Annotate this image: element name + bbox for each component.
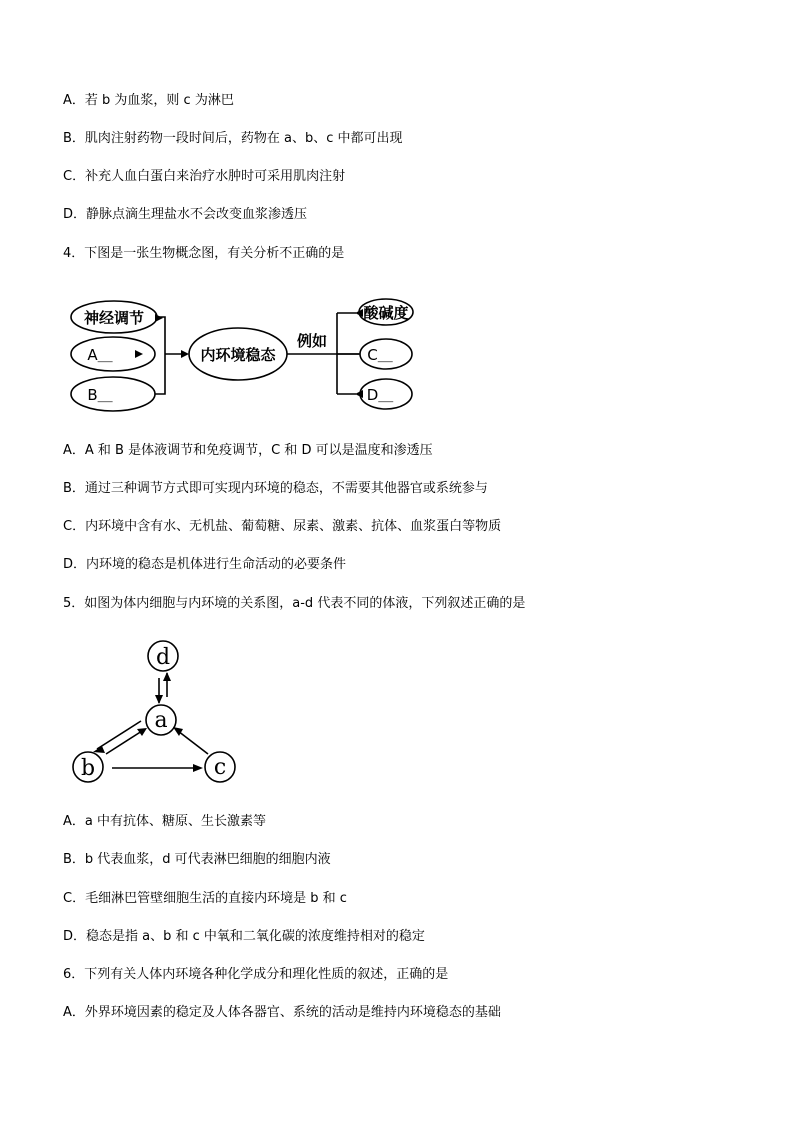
q6-stem: 6．下列有关人体内环境各种化学成分和理化性质的叙述，正确的是 bbox=[63, 967, 449, 982]
q4-option-a: A．A 和 B 是体液调节和免疫调节，C 和 D 可以是温度和渗透压 bbox=[63, 443, 433, 458]
q4-option-c: C．内环境中含有水、无机盐、葡萄糖、尿素、激素、抗体、血浆蛋白等物质 bbox=[63, 519, 502, 534]
node-label-d: D＿ bbox=[366, 386, 394, 404]
node-label-b: b bbox=[80, 756, 96, 781]
q5-option-c: C．毛细淋巴管壁细胞生活的直接内环境是 b 和 c bbox=[63, 891, 347, 906]
node-label-a: A＿ bbox=[87, 346, 113, 364]
q3-option-b: B．肌肉注射药物一段时间后，药物在 a、b、c 中都可出现 bbox=[63, 131, 403, 146]
arrow-a-to-d bbox=[163, 672, 171, 681]
arrow-b-to-a bbox=[137, 728, 147, 736]
node-label-a: a bbox=[154, 708, 168, 733]
q3-option-c: C．补充人血白蛋白来治疗水肿时可采用肌肉注射 bbox=[63, 169, 346, 184]
q4-concept-diagram bbox=[60, 290, 430, 415]
node-b bbox=[71, 377, 155, 411]
node-label-neural: 神经调节 bbox=[83, 309, 145, 327]
connector-label: 例如 bbox=[296, 332, 328, 350]
q3-option-d: D．静脉点滴生理盐水不会改变血浆渗透压 bbox=[63, 207, 308, 222]
q4-option-b: B．通过三种调节方式即可实现内环境的稳态，不需要其他器官或系统参与 bbox=[63, 481, 488, 496]
q5-fluid-diagram bbox=[60, 635, 250, 790]
node-label-d: d bbox=[155, 645, 171, 670]
node-label-ph: 酸碱度 bbox=[363, 304, 409, 322]
q5-option-a: A．a 中有抗体、糖原、生长激素等 bbox=[63, 814, 266, 829]
q5-option-b: B．b 代表血浆，d 可代表淋巴细胞的细胞内液 bbox=[63, 852, 331, 867]
arrow-b-to-c bbox=[193, 764, 203, 772]
node-label-center: 内环境稳态 bbox=[200, 346, 276, 364]
q5-stem: 5．如图为体内细胞与内环境的关系图，a-d 代表不同的体液，下列叙述正确的是 bbox=[63, 596, 526, 611]
node-label-c: C＿ bbox=[367, 346, 393, 364]
q5-option-d: D．稳态是指 a、b 和 c 中氧和二氧化碳的浓度维持相对的稳定 bbox=[63, 929, 425, 944]
arrow-d-to-a bbox=[155, 695, 163, 704]
q6-option-a: A．外界环境因素的稳定及人体各器官、系统的活动是维持内环境稳态的基础 bbox=[63, 1005, 501, 1020]
q4-option-d: D．内环境的稳态是机体进行生命活动的必要条件 bbox=[63, 557, 347, 572]
q4-stem: 4．下图是一张生物概念图，有关分析不正确的是 bbox=[63, 246, 345, 261]
node-label-b: B＿ bbox=[87, 386, 113, 404]
q3-option-a: A．若 b 为血浆，则 c 为淋巴 bbox=[63, 93, 234, 108]
node-label-c: c bbox=[213, 755, 227, 780]
arrow-left-to-center bbox=[181, 350, 189, 358]
